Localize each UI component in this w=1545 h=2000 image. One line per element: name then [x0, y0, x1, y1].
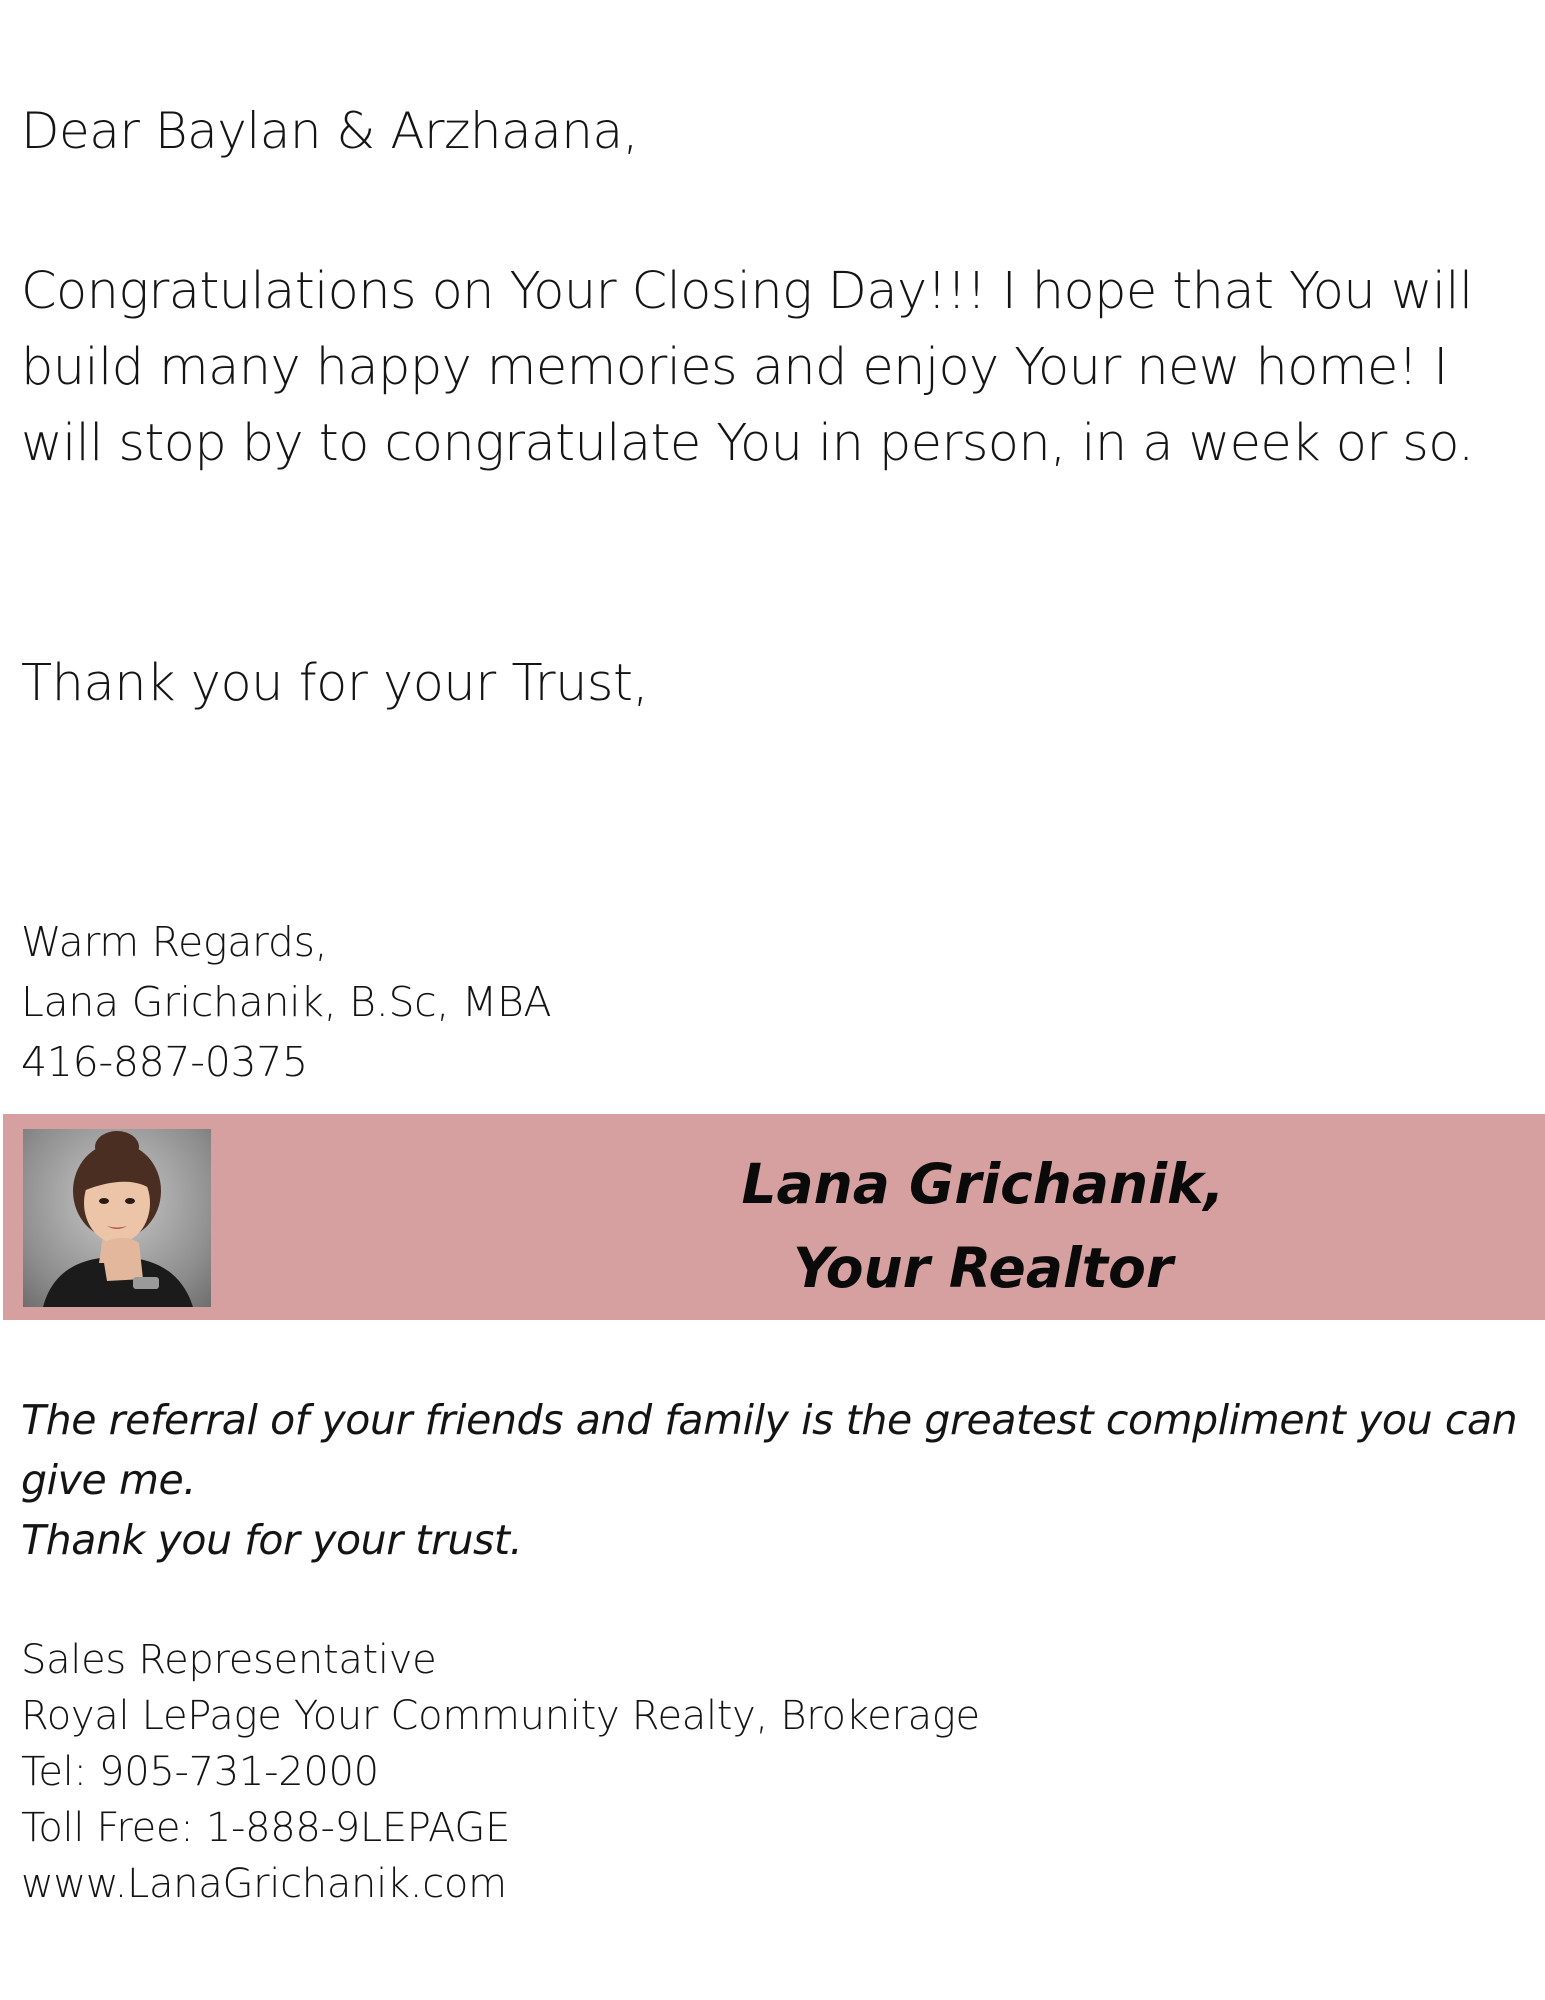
contact-tel: Tel: 905-731-2000 [21, 1749, 379, 1795]
realtor-banner [3, 1114, 1545, 1320]
portrait-illustration [23, 1129, 211, 1307]
signature-closing: Warm Regards, [21, 918, 328, 966]
letter-greeting: Dear Baylan & Arzhaana, [21, 102, 639, 160]
signature-block [21, 912, 551, 1092]
contact-block [21, 1632, 980, 1912]
realtor-portrait-photo [23, 1129, 211, 1307]
letter-thanks: Thank you for your Trust, [21, 654, 649, 713]
banner-title-line1: Lana Grichanik, [741, 1152, 1225, 1216]
contact-role: Sales Representative [21, 1637, 437, 1683]
contact-brokerage: Royal LePage Your Community Realty, Brokerage [21, 1693, 980, 1739]
banner-title [643, 1142, 1323, 1310]
signature-name: Lana Grichanik, B.Sc, MBA [21, 978, 552, 1026]
contact-toll-free: Toll Free: 1-888-9LEPAGE [21, 1805, 511, 1851]
referral-note [21, 1390, 1521, 1570]
contact-website-link[interactable]: www.LanaGrichanik.com [21, 1861, 507, 1907]
signature-phone: 416-887-0375 [21, 1038, 308, 1086]
letter-body: Congratulations on Your Closing Day!!! I hope that You will build many happy memories and enjoy Your new home! I will stop by to congratulate You in person, in a week or so. [21, 262, 1474, 473]
banner-title-line2: Your Realtor [792, 1236, 1174, 1300]
referral-text: The referral of your friends and family is the greatest compliment you can give me. [21, 1396, 1518, 1504]
referral-thanks: Thank you for your trust. [21, 1516, 523, 1564]
